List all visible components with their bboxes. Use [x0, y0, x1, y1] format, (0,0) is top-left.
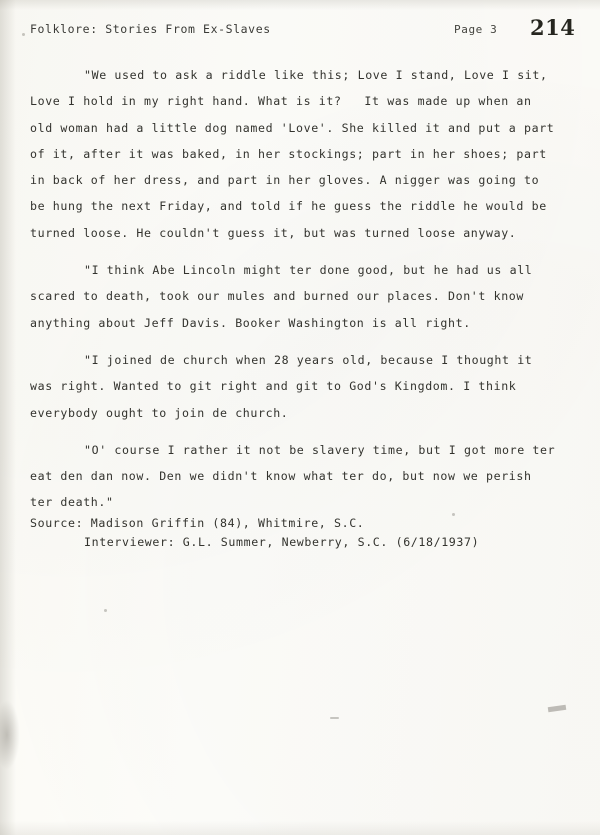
page-header	[30, 15, 576, 44]
scan-edge-shadow-left	[0, 0, 16, 835]
page-speck	[104, 609, 107, 612]
text-line: be hung the next Friday, and told if he guess the riddle he would be	[30, 199, 547, 214]
scan-edge-shadow-top	[0, 0, 600, 10]
paragraph-lincoln	[30, 257, 575, 336]
text-line: was right. Wanted to git right and git to God's Kingdom. I think	[30, 379, 517, 394]
text-line: "I joined de church when 28 years old, because I thought it	[84, 352, 533, 367]
page-smudge	[0, 700, 20, 770]
interviewer-line: Interviewer: G.L. Summer, Newberry, S.C. (6/18/1937)	[84, 535, 480, 549]
page-number: 214	[530, 15, 576, 40]
text-line: ter death."	[30, 495, 114, 510]
page-label: Page 3	[454, 23, 498, 36]
source-line: Source: Madison Griffin (84), Whitmire, S.C.	[30, 516, 365, 530]
document-title: Folklore: Stories From Ex-Slaves	[30, 22, 271, 36]
text-line: everybody ought to join de church.	[30, 405, 289, 420]
text-line: of it, after it was baked, in her stockings; part in her shoes; part	[30, 146, 547, 161]
paragraph-slavery-time	[30, 437, 575, 516]
text-line: anything about Jeff Davis. Booker Washington is all right.	[30, 315, 471, 330]
text-line: turned loose. He couldn't guess it, but was turned loose anyway.	[30, 225, 517, 240]
paragraph-church	[30, 347, 575, 426]
document-body	[30, 62, 575, 527]
text-line: eat den dan now. Den we didn't know what ter do, but now we perish	[30, 469, 532, 484]
text-line: "I think Abe Lincoln might ter done good, but he had us all	[84, 263, 533, 278]
text-line: "We used to ask a riddle like this; Love I stand, Love I sit,	[84, 68, 548, 82]
text-line: Love I hold in my right hand. What is it? It was made up when an	[30, 94, 532, 109]
text-line: "O' course I rather it not be slavery time, but I got more ter	[84, 442, 556, 457]
paragraph-riddle	[30, 62, 575, 246]
page-speck	[22, 33, 25, 36]
text-line: old woman had a little dog named 'Love'. She killed it and put a part	[30, 120, 555, 135]
text-line: in back of her dress, and part in her gloves. A nigger was going to	[30, 173, 540, 188]
text-line: scared to death, took our mules and burned our places. Don't know	[30, 289, 525, 304]
scan-edge-shadow-bottom	[0, 821, 600, 835]
source-citation	[30, 514, 575, 552]
page-mark	[548, 705, 567, 712]
page-speck	[330, 717, 339, 719]
